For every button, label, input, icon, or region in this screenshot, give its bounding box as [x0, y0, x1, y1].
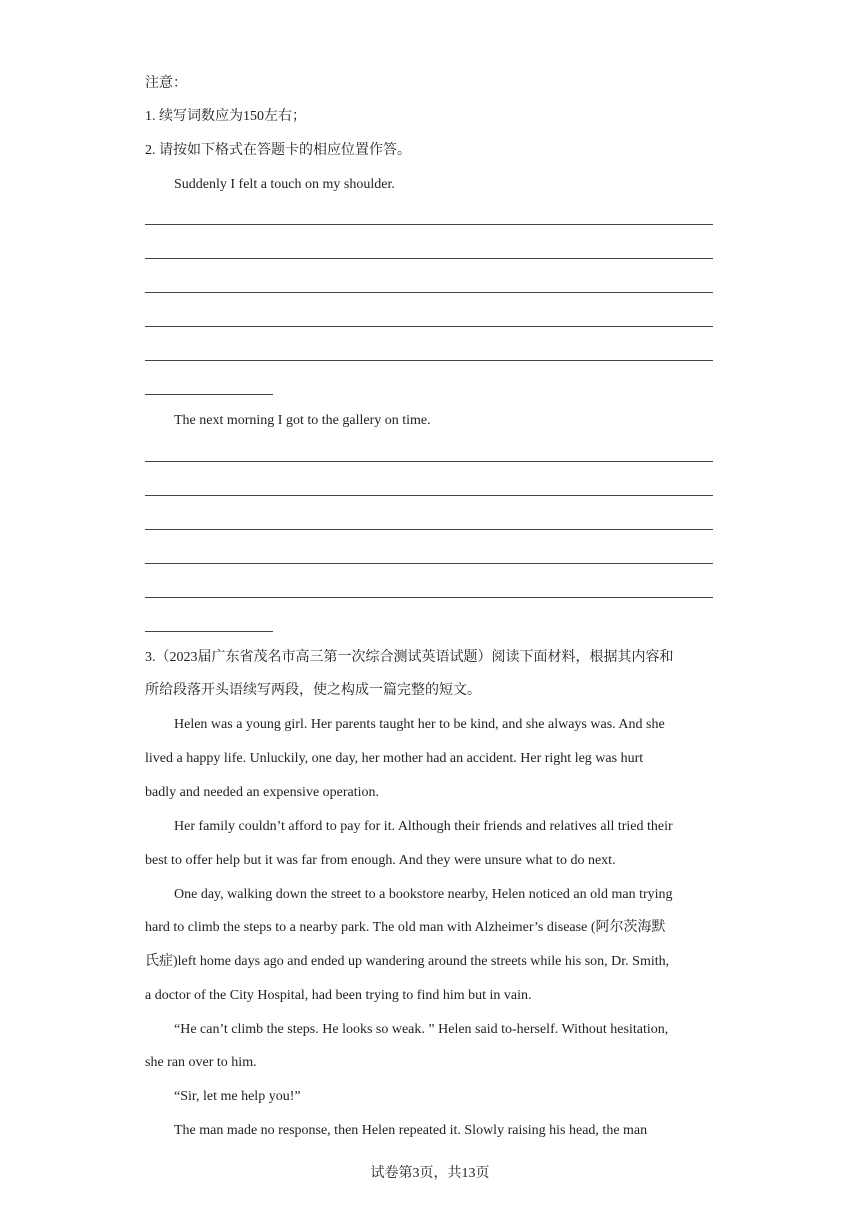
writing-line: [145, 360, 713, 361]
writing-line: [145, 495, 713, 496]
writing-line: [145, 224, 713, 225]
note-item-2: 2. 请按如下格式在答题卡的相应位置作答。: [145, 143, 411, 158]
writing-line: [145, 258, 713, 259]
writing-line: [145, 529, 713, 530]
passage-line: Her family couldn’t afford to pay for it. Although their friends and relatives all tried their: [174, 819, 673, 834]
passage-line: “He can’t climb the steps. He looks so weak. ” Helen said to-herself. Without hesitation,: [174, 1022, 669, 1037]
notes-heading: 注意：: [145, 76, 187, 91]
page-footer: 试卷第3页，共13页: [370, 1166, 490, 1181]
passage-line: a doctor of the City Hospital, had been trying to find him but in vain.: [145, 988, 532, 1003]
writing-line: [145, 563, 713, 564]
writing-line: [145, 597, 713, 598]
prompt-first: Suddenly I felt a touch on my shoulder.: [174, 177, 395, 192]
passage-line: The man made no response, then Helen repeated it. Slowly raising his head, the man: [174, 1123, 648, 1138]
passage-line: One day, walking down the street to a bookstore nearby, Helen noticed an old man trying: [174, 887, 673, 902]
passage-line: badly and needed an expensive operation.: [145, 785, 380, 800]
question3-header-cont: 所给段落开头语续写两段，使之构成一篇完整的短文。: [145, 683, 481, 698]
passage-line: lived a happy life. Unluckily, one day, her mother had an accident. Her right leg was hurt: [145, 751, 644, 766]
passage-line: “Sir, let me help you!”: [174, 1089, 301, 1104]
passage-line: 氏症)left home days ago and ended up wandering around the streets while his son, Dr. Smith,: [145, 954, 670, 969]
writing-line-short: [145, 394, 273, 395]
writing-line: [145, 292, 713, 293]
passage-line: she ran over to him.: [145, 1055, 257, 1070]
writing-line: [145, 461, 713, 462]
passage-line: hard to climb the steps to a nearby park. The old man with Alzheimer’s disease (阿尔茨海默: [145, 920, 666, 935]
prompt-second: The next morning I got to the gallery on time.: [174, 413, 431, 428]
writing-line-short: [145, 631, 273, 632]
passage-line: best to offer help but it was far from enough. And they were unsure what to do next.: [145, 853, 616, 868]
writing-line: [145, 326, 713, 327]
question3-header: 3.（2023届广东省茂名市高三第一次综合测试英语试题）阅读下面材料，根据其内容和: [145, 650, 674, 665]
note-item-1: 1. 续写词数应为150左右；: [145, 109, 306, 124]
passage-line: Helen was a young girl. Her parents taught her to be kind, and she always was. And she: [174, 717, 665, 732]
